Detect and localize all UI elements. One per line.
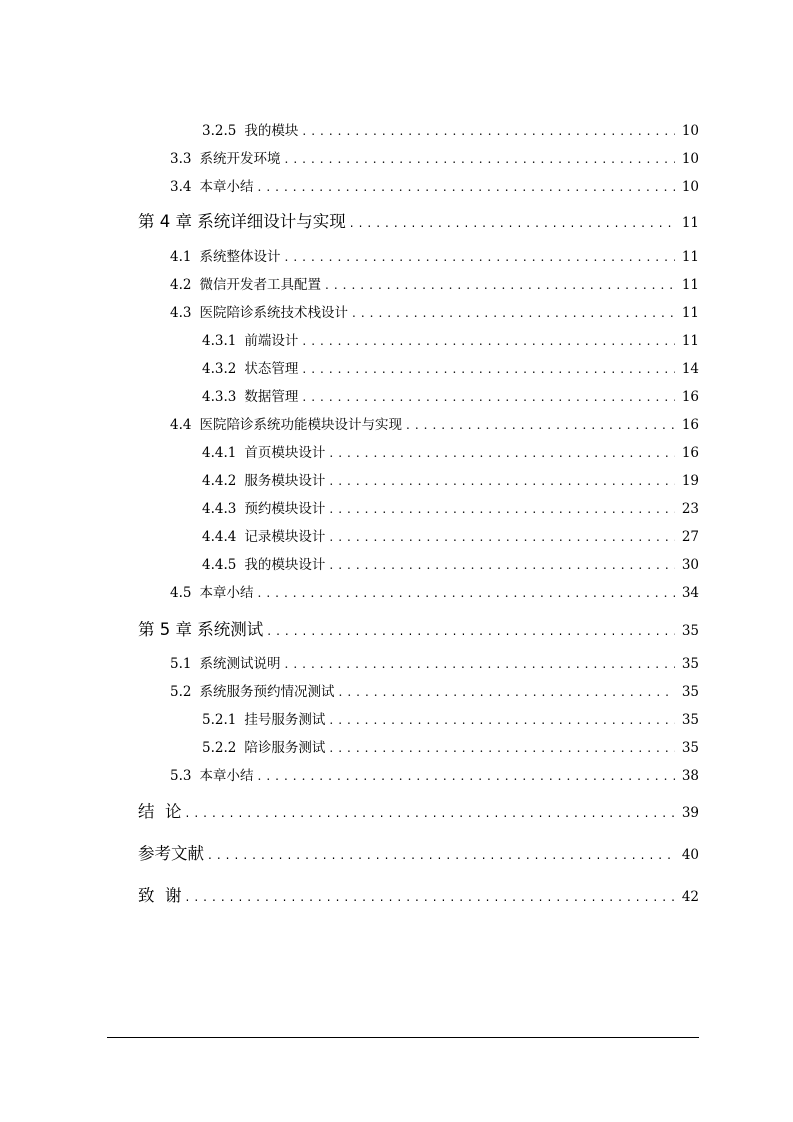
toc-entry-page: 38 bbox=[681, 768, 699, 784]
toc-entry bbox=[170, 273, 699, 293]
toc-leader-dots bbox=[302, 334, 675, 348]
footer-rule bbox=[107, 1037, 699, 1038]
toc-entry-title: 我的模块设计 bbox=[244, 557, 326, 573]
toc-leader-dots bbox=[329, 530, 675, 544]
toc-leader-dots bbox=[257, 180, 675, 194]
toc-entry-page: 11 bbox=[681, 305, 699, 321]
toc-entry-number: 4.4.1 bbox=[202, 445, 237, 461]
toc-entry-title: 本章小结 bbox=[199, 179, 254, 195]
toc-leader-dots bbox=[302, 124, 675, 138]
toc-entry-title: 医院陪诊系统技术栈设计 bbox=[199, 305, 348, 321]
toc-entry-number: 3.4 bbox=[170, 179, 192, 195]
toc-entry-number: 4.4 bbox=[170, 417, 192, 433]
toc-entry-page: 11 bbox=[681, 277, 699, 293]
toc-entry-title: 我的模块 bbox=[244, 123, 299, 139]
toc-conclusion-entry bbox=[138, 798, 699, 822]
toc-entry bbox=[170, 147, 699, 167]
toc-entry-title: 首页模块设计 bbox=[244, 445, 326, 461]
toc-entry bbox=[202, 329, 699, 349]
toc-entry-title: 数据管理 bbox=[244, 389, 299, 405]
toc-entry-page: 35 bbox=[681, 684, 699, 700]
toc-leader-dots bbox=[329, 502, 675, 516]
toc-entry bbox=[170, 764, 699, 784]
toc-entry-number: 3.2.5 bbox=[202, 123, 237, 139]
toc-entry bbox=[202, 553, 699, 573]
toc-entry bbox=[202, 469, 699, 489]
toc-entry-number: 4.3.2 bbox=[202, 361, 237, 377]
toc-entry-number: 5.2.1 bbox=[202, 712, 237, 728]
toc-acknowledgements-entry bbox=[138, 882, 699, 906]
toc-leader-dots bbox=[302, 362, 675, 376]
toc-leader-dots bbox=[338, 685, 675, 699]
toc-entry bbox=[170, 652, 699, 672]
toc-entry-number: 5.1 bbox=[170, 656, 192, 672]
toc-entry-number: 3.3 bbox=[170, 151, 192, 167]
toc-entry bbox=[170, 175, 699, 195]
toc-entry-title: 本章小结 bbox=[199, 768, 254, 784]
toc-entry-title: 记录模块设计 bbox=[244, 529, 326, 545]
toc-entry-number: 4.4.3 bbox=[202, 501, 237, 517]
toc-entry bbox=[170, 413, 699, 433]
toc-entry-page: 39 bbox=[681, 805, 699, 821]
toc-entry-number: 4.4.4 bbox=[202, 529, 237, 545]
toc-chapter-title: 致 谢 bbox=[138, 886, 182, 905]
toc-entry-page: 10 bbox=[681, 179, 699, 195]
toc-leader-dots bbox=[208, 848, 675, 862]
toc-entry bbox=[202, 736, 699, 756]
toc-leader-dots bbox=[329, 713, 675, 727]
toc-entry bbox=[170, 581, 699, 601]
toc-entry bbox=[170, 301, 699, 321]
toc-leader-dots bbox=[329, 446, 675, 460]
toc-entry-number: 5.3 bbox=[170, 768, 192, 784]
toc-leader-dots bbox=[329, 474, 675, 488]
toc-entry-page: 11 bbox=[681, 249, 699, 265]
toc-entry-title: 医院陪诊系统功能模块设计与实现 bbox=[199, 417, 402, 433]
toc-leader-dots bbox=[302, 390, 675, 404]
toc-leader-dots bbox=[267, 624, 675, 638]
toc-leader-dots bbox=[284, 657, 675, 671]
toc-entry-page: 35 bbox=[681, 656, 699, 672]
toc-entry-number: 4.3.3 bbox=[202, 389, 237, 405]
toc-entry bbox=[202, 385, 699, 405]
toc-entry-page: 35 bbox=[681, 712, 699, 728]
toc-leader-dots bbox=[186, 890, 676, 904]
toc-entry-number: 4.1 bbox=[170, 249, 192, 265]
toc-entry-page: 35 bbox=[681, 623, 699, 639]
toc-entry bbox=[202, 119, 699, 139]
toc-chapter-title: 第 4 章 系统详细设计与实现 bbox=[138, 212, 346, 231]
toc-entry-number: 4.4.5 bbox=[202, 557, 237, 573]
toc-entry bbox=[202, 708, 699, 728]
toc-entry bbox=[170, 680, 699, 700]
toc-leader-dots bbox=[350, 216, 675, 230]
toc-entry-title: 挂号服务测试 bbox=[244, 712, 326, 728]
toc-entry-page: 23 bbox=[681, 501, 699, 517]
toc-entry bbox=[170, 245, 699, 265]
toc-chapter-entry bbox=[138, 208, 699, 232]
toc-entry-title: 陪诊服务测试 bbox=[244, 740, 326, 756]
toc-entry-title: 服务模块设计 bbox=[244, 473, 326, 489]
toc-entry-page: 11 bbox=[681, 333, 699, 349]
toc-entry-page: 16 bbox=[681, 445, 699, 461]
toc-entry bbox=[202, 497, 699, 517]
toc-entry bbox=[202, 525, 699, 545]
toc-entry-number: 4.3 bbox=[170, 305, 192, 321]
toc-entry-title: 系统整体设计 bbox=[199, 249, 281, 265]
toc-entry-page: 27 bbox=[681, 529, 699, 545]
toc-leader-dots bbox=[257, 769, 675, 783]
toc-entry-page: 11 bbox=[681, 215, 699, 231]
toc-leader-dots bbox=[284, 250, 675, 264]
toc-entry-page: 19 bbox=[681, 473, 699, 489]
toc-chapter-title: 第 5 章 系统测试 bbox=[138, 620, 264, 639]
toc-entry-title: 系统服务预约情况测试 bbox=[199, 684, 335, 700]
toc-entry-title: 本章小结 bbox=[199, 585, 254, 601]
toc-entry-page: 16 bbox=[681, 389, 699, 405]
toc-leader-dots bbox=[352, 306, 675, 320]
toc-leader-dots bbox=[186, 806, 676, 820]
toc-entry-page: 40 bbox=[681, 847, 699, 863]
toc-chapter-title: 结 论 bbox=[138, 802, 182, 821]
toc-entry-page: 35 bbox=[681, 740, 699, 756]
toc-chapter-entry bbox=[138, 616, 699, 640]
toc-entry-number: 5.2 bbox=[170, 684, 192, 700]
toc-entry-title: 状态管理 bbox=[244, 361, 299, 377]
toc-entry-title: 系统测试说明 bbox=[199, 656, 281, 672]
toc-leader-dots bbox=[284, 152, 675, 166]
toc-entry-page: 10 bbox=[681, 151, 699, 167]
toc-entry-number: 5.2.2 bbox=[202, 740, 237, 756]
toc-entry-page: 42 bbox=[681, 889, 699, 905]
toc-entry-page: 30 bbox=[681, 557, 699, 573]
toc-leader-dots bbox=[257, 586, 675, 600]
toc-entry-title: 微信开发者工具配置 bbox=[199, 277, 321, 293]
toc-entry-title: 前端设计 bbox=[244, 333, 299, 349]
toc-entry-title: 预约模块设计 bbox=[244, 501, 326, 517]
toc-entry bbox=[202, 357, 699, 377]
toc-references-entry bbox=[138, 840, 699, 864]
toc-entry-number: 4.2 bbox=[170, 277, 192, 293]
toc-leader-dots bbox=[329, 741, 675, 755]
toc-entry-title: 系统开发环境 bbox=[199, 151, 281, 167]
toc-leader-dots bbox=[406, 418, 675, 432]
toc-entry-number: 4.5 bbox=[170, 585, 192, 601]
toc-entry-page: 34 bbox=[681, 585, 699, 601]
toc-entry-number: 4.4.2 bbox=[202, 473, 237, 489]
toc-leader-dots bbox=[329, 558, 675, 572]
toc-leader-dots bbox=[325, 278, 675, 292]
toc-entry bbox=[202, 441, 699, 461]
toc-entry-page: 14 bbox=[681, 361, 699, 377]
toc-chapter-title: 参考文献 bbox=[138, 844, 204, 863]
toc-entry-number: 4.3.1 bbox=[202, 333, 237, 349]
toc-entry-page: 10 bbox=[681, 123, 699, 139]
toc-entry-page: 16 bbox=[681, 417, 699, 433]
